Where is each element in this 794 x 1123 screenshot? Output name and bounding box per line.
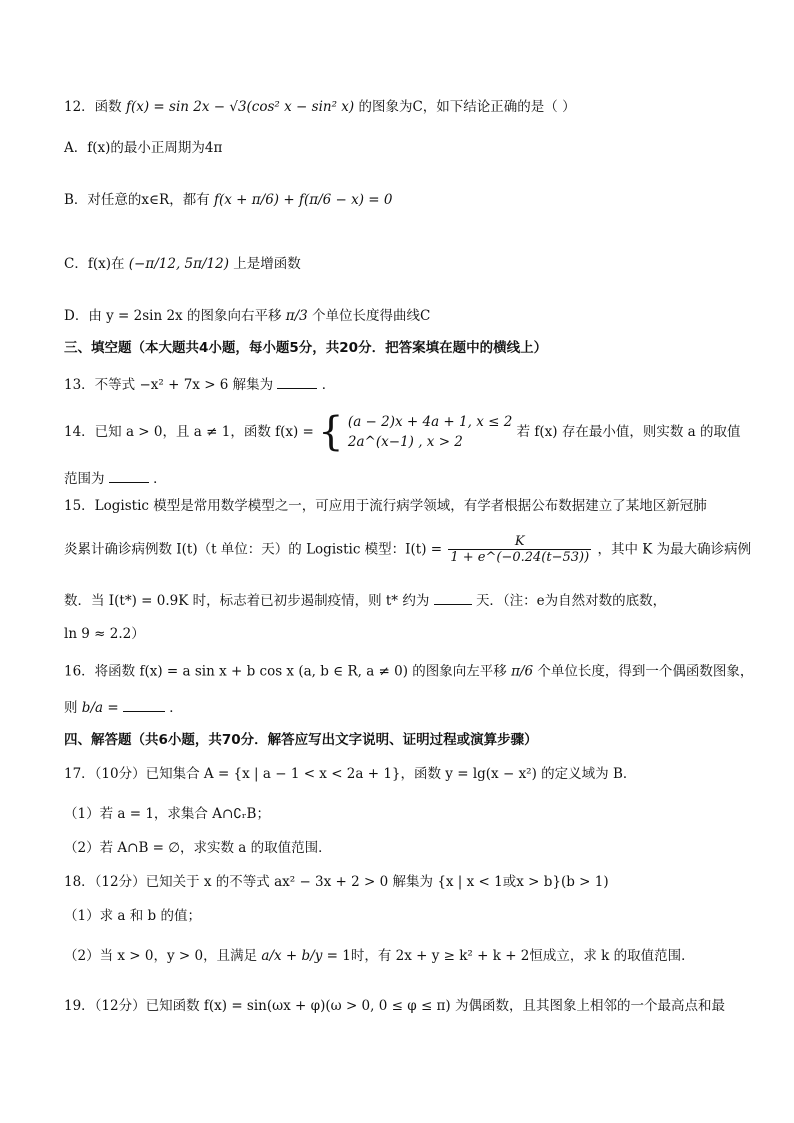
q14-case-1: (a − 2)x + 4a + 1, x ≤ 2 [347, 414, 513, 430]
q18-stem: 18．（12分）已知关于 x 的不等式 ax² − 3x + 2 > 0 解集为 {x | x < 1或x > b}(b > 1) [64, 874, 609, 890]
q12-option-d-frac: π/3 [285, 308, 308, 324]
q12-lead: 12．函数 [64, 99, 122, 115]
q12-stem [64, 97, 576, 117]
q18-fraction-a-over-x: a/x [261, 948, 282, 964]
q16-answer-blank[interactable] [123, 697, 165, 712]
q15-answer-blank[interactable] [434, 590, 472, 605]
q18-part2-lead: （2）当 x > 0，y > 0，且满足 [64, 948, 258, 964]
q17-stem: 17．（10分）已知集合 A = {x | a − 1 < x < 2a + 1}，函数 y = lg(x − x²) 的定义域为 B． [64, 766, 637, 782]
q15-line2 [64, 532, 751, 567]
q15-line3-tail: 天．（注：e为自然对数的底数， [475, 593, 667, 609]
q18-fraction-b-over-y: b/y [301, 948, 323, 964]
q15-line2-lead: 炎累计确诊病例数 I(t)（t 单位：天）的 Logistic 模型：I(t) = [64, 541, 443, 558]
q18-part2-tail: = 1时，有 2x + y ≥ k² + k + 2恒成立，求 k 的取值范围． [326, 948, 695, 964]
q12-option-c-interval: (−π/12, 5π/12) [128, 256, 229, 272]
q16-ratio-fraction: b/a [81, 700, 104, 716]
q15-fraction-numerator: K [448, 534, 591, 550]
q14-cases [348, 412, 512, 452]
q16-end: ． [169, 700, 183, 716]
q12-option-b-formula: f(x + π/6) + f(π/6 − x) = 0 [214, 192, 393, 208]
q16-line1-tail: 个单位长度，得到一个偶函数图象， [537, 663, 754, 680]
q14-line2-text: 范围为 [64, 471, 105, 487]
q19-stem: 19．（12分）已知函数 f(x) = sin(ωx + φ)(ω > 0, 0 ≤ φ ≤ π) 为偶函数，且其图象上相邻的一个最高点和最 [64, 998, 725, 1014]
q16-line2-lead: 则 [64, 700, 78, 716]
q14-tail: 若 f(x) 存在最小值，则实数 a 的取值 [516, 424, 741, 440]
q12-option-d [64, 306, 430, 326]
q16-line2 [64, 696, 183, 720]
q14-line2 [64, 468, 167, 489]
q18-part2: （2）当 x > 0，y > 0，且满足 a/x + b/y = 1时，有 2x + y ≥ k² + k + 2恒成立，求 k 的取值范围． [64, 948, 695, 964]
q14-end: ． [153, 471, 167, 487]
q12-option-b [64, 190, 392, 210]
q13-text: 13．不等式 −x² + 7x > 6 解集为 [64, 377, 274, 393]
q16-line1 [64, 654, 753, 689]
q13-end: ． [321, 377, 336, 393]
q15-line3-lead: 数．当 I(t*) = 0.9K 时，标志着已初步遏制疫情，则 t* 约为 [64, 593, 430, 609]
section-3-heading: 三、填空题（本大题共4小题，每小题5分，共20分．把答案填在题中的横线上） [64, 340, 548, 356]
q12-tail: 的图象为C，如下结论正确的是（ ） [358, 99, 576, 115]
q15-fraction-denominator: 1 + e^(−0.24(t−53)) [450, 550, 590, 565]
q16-line1-lead: 16．将函数 f(x) = a sin x + b cos x (a, b ∈ R, a ≠ 0) 的图象向左平移 [64, 663, 507, 680]
q15-line3 [64, 590, 666, 611]
q14-brace: { [318, 409, 344, 455]
q12-option-d-tail: 个单位长度得曲线C [312, 308, 431, 324]
q14-stem [64, 409, 741, 455]
q15-line4: ln 9 ≈ 2.2） [64, 626, 145, 642]
q17-part2: （2）若 A∩B = ∅，求实数 a 的取值范围． [64, 840, 332, 856]
q15-model-fraction [448, 534, 591, 565]
q15-line1: 15．Logistic 模型是常用数学模型之一，可应用于流行病学领域，有学者根据公布数据建立了某地区新冠肺 [64, 498, 707, 514]
q16-shift-fraction: π/6 [511, 663, 534, 680]
q17-part1: （1）若 a = 1，求集合 A∩∁ᵣB； [64, 806, 270, 822]
q18-part1: （1）求 a 和 b 的值； [64, 908, 201, 924]
q12-option-c [64, 254, 301, 274]
q12-option-d-lead: D．由 y = 2sin 2x 的图象向右平移 [64, 308, 282, 324]
q16-equals: = [107, 700, 119, 716]
q12-formula: f(x) = sin 2x − √3(cos² x − sin² x) [125, 99, 355, 115]
q14-case-2: 2a^(x−1) , x > 2 [347, 434, 463, 450]
q13-answer-blank[interactable] [277, 374, 317, 389]
q12-option-c-tail: 上是增函数 [233, 256, 301, 272]
section-4-heading: 四、解答题（共6小题，共70分．解答应写出文字说明、证明过程或演算步骤） [64, 732, 538, 748]
q12-option-a: A．f(x)的最小正周期为4π [64, 140, 223, 156]
q12-option-c-lead: C．f(x)在 [64, 256, 125, 272]
q15-line2-tail: ，其中 K 为最大确诊病例 [597, 541, 752, 558]
q14-answer-blank[interactable] [109, 468, 149, 483]
q13 [64, 374, 335, 395]
q12-option-b-lead: B．对任意的x∈R，都有 [64, 192, 210, 208]
q14-lead: 14．已知 a > 0，且 a ≠ 1，函数 f(x) = [64, 424, 314, 440]
